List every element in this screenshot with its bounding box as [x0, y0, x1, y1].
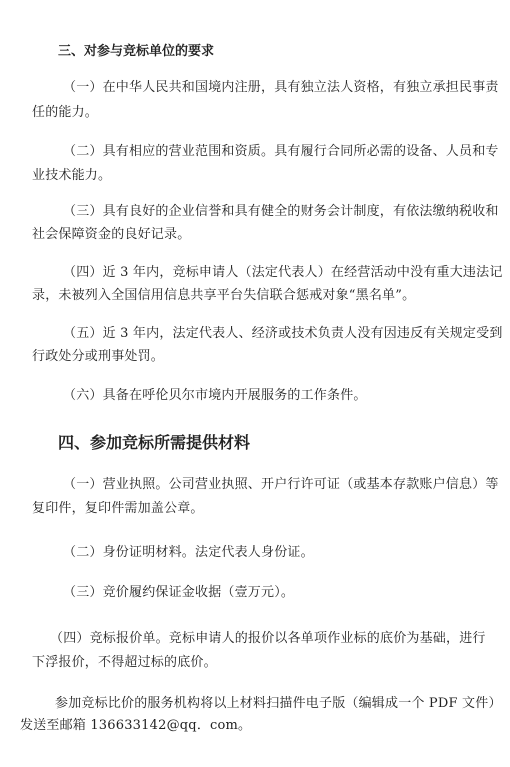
section-4-heading: 四、参加竞标所需提供材料	[58, 433, 251, 452]
s4-item-2-line-1: （二）身份证明材料。法定代表人身份证。	[63, 545, 314, 560]
s3-item-5-line-2: 行政处分或刑事处罚。	[32, 349, 165, 364]
s4-item-1-line-1: （一）营业执照。公司营业执照、开户行许可证（或基本存款账户信息）等	[63, 477, 499, 492]
s3-item-2-line-2: 业技术能力。	[32, 168, 112, 183]
s3-item-2-line-1: （二）具有相应的营业范围和资质。具有履行合同所必需的设备、人员和专	[63, 144, 499, 159]
section-3-heading: 三、对参与竞标单位的要求	[58, 44, 215, 59]
s3-item-4-line-1: （四）近 3 年内，竞标申请人（法定代表人）在经营活动中没有重大违法记	[63, 265, 503, 280]
closing-line-2: 发送至邮箱 136633142@qq．com。	[20, 718, 252, 733]
s3-item-3-line-2: 社会保障资金的良好记录。	[32, 227, 191, 242]
s3-item-4-line-2: 录，未被列入全国信用信息共享平台失信联合惩戒对象“黑名单”。	[32, 288, 416, 303]
closing-line-1: 参加竞标比价的服务机构将以上材料扫描件电子版（编辑成一个 PDF 文件）	[55, 696, 502, 711]
s3-item-1-line-1: （一）在中华人民共和国境内注册，具有独立法人资格，有独立承担民事责	[63, 80, 499, 95]
s4-item-4-line-2: 下浮报价，不得超过标的底价。	[32, 655, 217, 670]
s3-item-5-line-1: （五）近 3 年内，法定代表人、经济或技术负责人没有因违反有关规定受到	[63, 326, 503, 341]
s4-item-3-line-1: （三）竞价履约保证金收据（壹万元）。	[63, 585, 295, 600]
s3-item-3-line-1: （三）具有良好的企业信誉和具有健全的财务会计制度，有依法缴纳税收和	[63, 204, 499, 219]
s3-item-1-line-2: 任的能力。	[32, 105, 99, 120]
s4-item-4-line-1: （四）竞标报价单。竞标申请人的报价以各单项作业标的底价为基础，进行	[50, 631, 486, 646]
s3-item-6-line-1: （六）具备在呼伦贝尔市境内开展服务的工作条件。	[63, 388, 367, 403]
s4-item-1-line-2: 复印件，复印件需加盖公章。	[32, 501, 204, 516]
